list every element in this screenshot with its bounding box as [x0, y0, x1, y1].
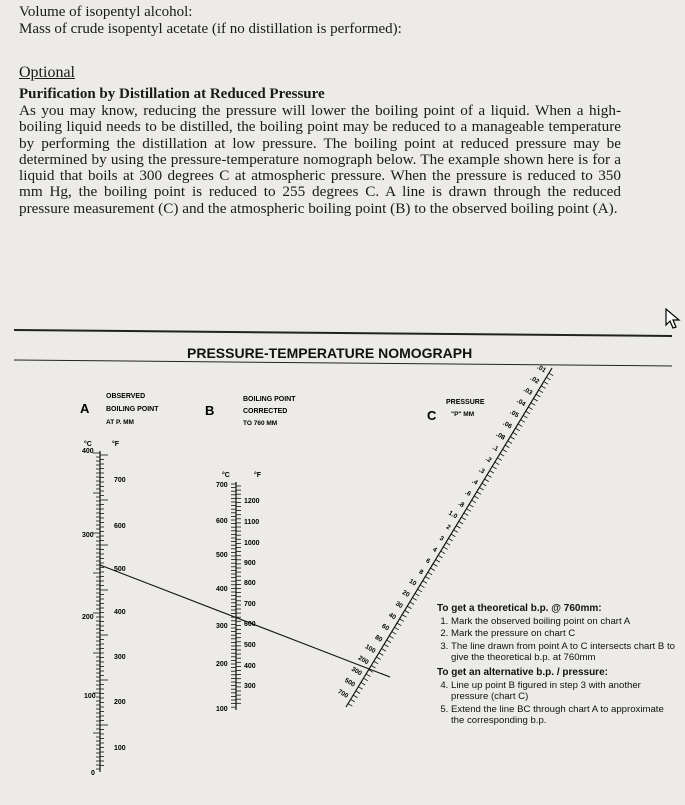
scale-c-tick: [392, 632, 396, 635]
scale-c-tick: [425, 576, 429, 579]
scale-c-tick: [400, 619, 404, 622]
scale-c-tick: [531, 403, 535, 406]
scale-c-label: 500: [343, 677, 357, 689]
scale-a-line3: AT P. MM: [106, 419, 134, 426]
instruction-step-3: 3. The line drawn from point A to C intersects chart B to give the theoretical b.p. at 760mm: [451, 641, 677, 663]
top-rule: [14, 330, 672, 336]
b-c-200: 200: [216, 661, 228, 668]
scale-c-tick: [428, 572, 432, 575]
scale-c-label: 60: [380, 622, 391, 633]
a-f-400: 400: [114, 609, 126, 616]
scale-c-tick: [474, 496, 478, 499]
scale-c-tick: [521, 420, 525, 423]
scale-c-label: 700: [336, 688, 350, 700]
scale-c-tick: [503, 449, 507, 452]
scale-c-tick: [402, 615, 406, 618]
scale-c-tick: [485, 479, 489, 482]
scale-c-tick: [407, 606, 411, 609]
scale-c-tick: [376, 657, 380, 660]
scale-c-line1: PRESSURE: [446, 399, 485, 406]
scale-c-tick: [443, 547, 447, 550]
scale-c-tick: [541, 386, 545, 389]
scale-c-label: .01: [535, 363, 548, 375]
scale-c-label: 100: [363, 643, 377, 655]
scale-c-tick: [505, 445, 509, 448]
scale-c-tick: [405, 610, 409, 613]
instructions-heading-2: To get an alternative b.p. / pressure:: [437, 667, 608, 679]
scale-c-label: .1: [491, 444, 500, 453]
scale-c-tick: [515, 428, 519, 431]
scale-c-label: .05: [508, 408, 520, 420]
scale-c-label: 6: [424, 557, 432, 566]
scale-c-tick: [518, 424, 522, 427]
instructions-list-2: [437, 680, 677, 726]
scale-c-tick: [536, 394, 540, 397]
scale-c-tick: [364, 678, 368, 681]
a-f-300: 300: [114, 654, 126, 661]
scale-b-line3: TO 760 MM: [243, 420, 278, 427]
instruction-step-2: 2. Mark the pressure on chart C: [451, 628, 677, 639]
scale-c-tick: [387, 640, 391, 643]
scale-c-tick: [379, 653, 383, 656]
scale-c-tick: [464, 513, 468, 516]
scale-c-label: 40: [387, 611, 398, 622]
scale-c-tick: [382, 649, 386, 652]
mass-label: Mass of crude isopentyl acetate (if no distillation is performed):: [19, 21, 402, 37]
a-c-300: 300: [82, 532, 94, 539]
scale-c-label: 300: [350, 665, 363, 678]
scale-c-tick: [441, 551, 445, 554]
scale-c-tick: [533, 399, 537, 402]
scale-a-unit-c: °C: [84, 441, 92, 448]
scale-c-tick: [366, 674, 370, 677]
scale-b-line1: BOILING POINT: [243, 396, 296, 403]
scale-c-label: .2: [484, 455, 493, 465]
scale-c-tick: [477, 492, 481, 495]
scale-c-tick: [361, 682, 365, 685]
scale-c-tick: [487, 475, 491, 478]
scale-c-tick: [544, 382, 548, 385]
scale-c-tick: [482, 483, 486, 486]
scale-c-tick: [433, 564, 437, 567]
a-f-100: 100: [114, 745, 126, 752]
instructions-heading-1: To get a theoretical b.p. @ 760mm:: [437, 603, 602, 614]
scale-c-tick: [397, 623, 401, 626]
scale-c-label: .06: [501, 419, 513, 431]
scale-c-label: .3: [477, 466, 486, 476]
scale-c-tick: [495, 462, 499, 465]
scale-a-line1: OBSERVED: [106, 393, 146, 400]
scale-c-tick: [513, 432, 517, 435]
scale-c-tick: [528, 407, 532, 410]
scale-b-line2: CORRECTED: [243, 408, 288, 415]
scale-c-tick: [356, 691, 360, 694]
b-f-400: 400: [244, 663, 256, 670]
b-c-600: 600: [216, 518, 228, 525]
b-f-600: 600: [244, 621, 256, 628]
b-f-700: 700: [244, 601, 256, 608]
instruction-step-4: 4. Line up point B figured in step 3 with another pressure (chart C): [451, 680, 677, 702]
scale-a-letter: A: [80, 401, 90, 416]
scale-c-tick: [384, 644, 388, 647]
a-c-200: 200: [82, 614, 94, 621]
b-f-1100: 1100: [244, 519, 260, 526]
section-paragraph: As you may know, reducing the pressure will lower the boiling point of a liquid. When a high-boiling liquid needs to be distilled, the boiling point may be reduced to a manageable temperature by performing the distillation at low pressure. The boiling point at reduced pressure may be determined by using the pressure-temperature nomograph below. The example shown here is for a liquid that boils at 300 degrees C at atmospheric pressure. When the pressure is reduced to 350 mm Hg, the boiling point is reduced to 255 degrees C. A line is drawn through the reduced pressure measurement (C) and the atmospheric boiling point (B) to the observed boiling point (A).: [19, 102, 621, 217]
scale-c-label: 4: [431, 546, 438, 554]
scale-b-letter: B: [205, 403, 215, 418]
scale-c-line2: "P" MM: [451, 411, 475, 418]
scale-c-tick: [415, 593, 419, 596]
section-heading: Purification by Distillation at Reduced Pressure: [19, 86, 325, 102]
scale-c-tick: [459, 521, 463, 524]
scale-c-label: 2: [444, 523, 452, 532]
scale-c-tick: [430, 568, 434, 571]
scale-c-label: .8: [456, 500, 466, 510]
scale-c-tick: [549, 373, 553, 376]
scale-c-tick: [358, 687, 362, 690]
instructions-panel: [437, 603, 677, 727]
scale-c-label: 80: [373, 634, 384, 644]
b-c-400: 400: [216, 586, 228, 593]
scale-c-tick: [418, 589, 422, 592]
scale-c-tick: [454, 530, 458, 533]
scale-c-tick: [436, 560, 440, 563]
scale-c-tick: [508, 441, 512, 444]
scale-b-unit-f: °F: [254, 472, 262, 479]
scale-c-tick: [546, 377, 550, 380]
scale-c-tick: [446, 543, 450, 546]
instructions-list-1: [437, 616, 677, 663]
b-c-500: 500: [216, 552, 228, 559]
scale-c-tick: [490, 471, 494, 474]
scale-c-tick: [448, 538, 452, 541]
scale-c-label: .08: [494, 431, 507, 442]
instruction-step-1: 1. Mark the observed boiling point on chart A: [451, 616, 677, 627]
scale-c-label: .03: [522, 386, 534, 397]
instruction-step-5: 5. Extend the line BC through chart A to approximate the corresponding b.p.: [451, 704, 677, 726]
scale-c-tick: [423, 581, 427, 584]
a-c-100: 100: [84, 693, 96, 700]
scale-c-label: 3: [438, 534, 445, 543]
scale-c-tick: [374, 661, 378, 664]
scale-c-tick: [451, 534, 455, 537]
scale-c-tick: [412, 598, 416, 601]
scale-c-tick: [472, 500, 476, 503]
optional-heading: Optional: [19, 64, 75, 81]
scale-c-tick: [371, 665, 375, 668]
scale-a-unit-f: °F: [112, 441, 120, 448]
b-f-300: 300: [244, 683, 256, 690]
scale-c-tick: [438, 555, 442, 558]
scale-c-tick: [492, 466, 496, 469]
scale-c-label: .04: [515, 397, 527, 409]
scale-c-label: 10: [407, 577, 418, 588]
b-f-900: 900: [244, 560, 256, 567]
scale-c-tick: [497, 458, 501, 461]
b-c-100: 100: [216, 706, 228, 713]
a-c-0: 0: [91, 770, 95, 777]
scale-c-label: 20: [400, 589, 411, 599]
a-f-200: 200: [114, 699, 126, 706]
scale-c-tick: [523, 415, 527, 418]
scale-c-tick: [467, 509, 471, 512]
volume-label: Volume of isopentyl alcohol:: [19, 4, 193, 20]
scale-a-line2: BOILING POINT: [106, 406, 159, 413]
scale-c-tick: [479, 487, 483, 490]
b-f-800: 800: [244, 580, 256, 587]
nomograph-figure: [0, 320, 685, 805]
scale-c-label: 200: [356, 654, 370, 667]
scale-c-tick: [456, 526, 460, 529]
scale-c-tick: [461, 517, 465, 520]
scale-c-letter: C: [427, 408, 437, 423]
scale-c-tick: [510, 437, 514, 440]
scale-c-tick: [539, 390, 543, 393]
scale-c-label: .6: [463, 489, 473, 498]
scale-c-tick: [526, 411, 530, 414]
scale-c-label: .4: [470, 477, 479, 487]
scale-c-tick: [420, 585, 424, 588]
mouse-cursor-icon: [664, 307, 682, 329]
b-f-1200: 1200: [244, 498, 260, 505]
scale-c-tick: [353, 695, 357, 698]
b-f-500: 500: [244, 642, 256, 649]
scale-b-unit-c: °C: [222, 472, 230, 479]
b-f-1000: 1000: [244, 540, 260, 547]
scale-c-tick: [348, 704, 352, 707]
scale-c-label: 30: [394, 600, 404, 611]
scale-c-tick: [500, 454, 504, 457]
scale-c-label: 1.0: [447, 509, 459, 521]
b-c-300: 300: [216, 623, 228, 630]
nomograph-title: PRESSURE-TEMPERATURE NOMOGRAPH: [187, 345, 473, 361]
scale-c-tick: [351, 699, 355, 702]
scale-c-tick: [469, 504, 473, 507]
a-f-500: 500: [114, 566, 126, 573]
a-c-400: 400: [82, 448, 94, 455]
scale-c-tick: [394, 627, 398, 630]
scale-c-label: 8: [417, 568, 425, 577]
scale-c-tick: [389, 636, 393, 639]
a-f-600: 600: [114, 523, 126, 530]
scale-c-tick: [410, 602, 414, 605]
scale-c-label: .02: [528, 374, 541, 386]
a-f-700: 700: [114, 477, 126, 484]
b-c-700: 700: [216, 482, 228, 489]
